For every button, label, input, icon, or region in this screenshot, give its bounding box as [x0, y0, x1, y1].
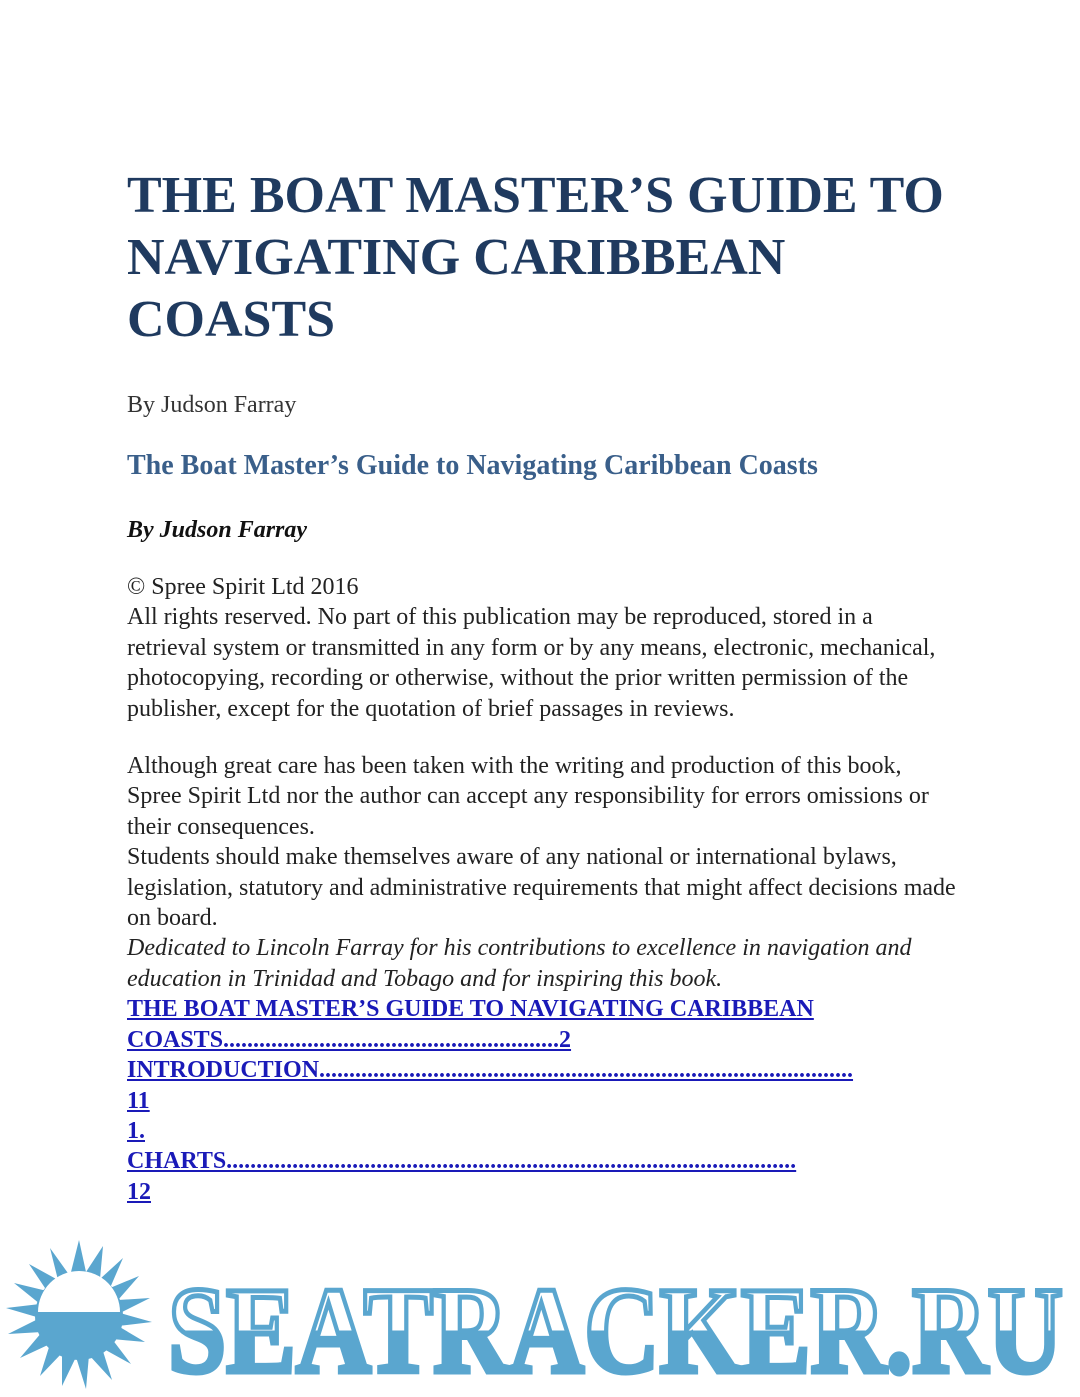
copyright-line: © Spree Spirit Ltd 2016 — [127, 574, 359, 600]
toc-link-charts-number[interactable]: 1. — [127, 1117, 145, 1144]
book-subtitle: The Boat Master’s Guide to Navigating Caribbean Coasts — [127, 450, 818, 481]
watermark-text: SEATRACKER.RU — [168, 1262, 1063, 1397]
dedication-paragraph: Dedicated to Lincoln Farray for his contributions to excellence in navigation and education in Trinidad and Tobago and for inspiring this book. — [127, 935, 912, 992]
front-matter — [127, 572, 957, 1207]
seatracker-watermark — [0, 1236, 1080, 1397]
author-byline: By Judson Farray — [127, 392, 297, 418]
toc-link-title-cont[interactable]: COASTS........................................................2 — [127, 1026, 572, 1053]
sun-logo-icon — [6, 1240, 152, 1389]
students-paragraph: Students should make themselves aware of any national or international bylaws, legislation, statutory and administrative requirements that might affect decisions made on board. — [127, 844, 956, 932]
page-title: THE BOAT MASTER’S GUIDE TO NAVIGATING CARIBBEAN COASTS — [127, 167, 944, 348]
toc-link-charts[interactable]: CHARTS............................................................................................... — [127, 1148, 797, 1175]
rights-paragraph: All rights reserved. No part of this publication may be reproduced, stored in a retrieval system or transmitted in any form or by any means, electronic, mechanical, photocopying, recording or otherwise, without the prior written permission of the publisher, except for the quotation of brief passages in reviews. — [127, 604, 936, 722]
author-byline-bold: By Judson Farray — [127, 517, 308, 543]
toc-link-charts-page[interactable]: 12 — [127, 1178, 151, 1205]
disclaimer-paragraph: Although great care has been taken with the writing and production of this book, Spree Spirit Ltd nor the author can accept any responsibility for errors omissions or their consequences. — [127, 753, 929, 840]
toc-link-introduction[interactable]: INTRODUCTION......................................................................................... — [127, 1057, 854, 1084]
table-of-contents — [127, 994, 957, 1207]
toc-link-introduction-page[interactable]: 11 — [127, 1087, 150, 1114]
toc-link-title[interactable]: THE BOAT MASTER’S GUIDE TO NAVIGATING CARIBBEAN — [127, 996, 814, 1023]
